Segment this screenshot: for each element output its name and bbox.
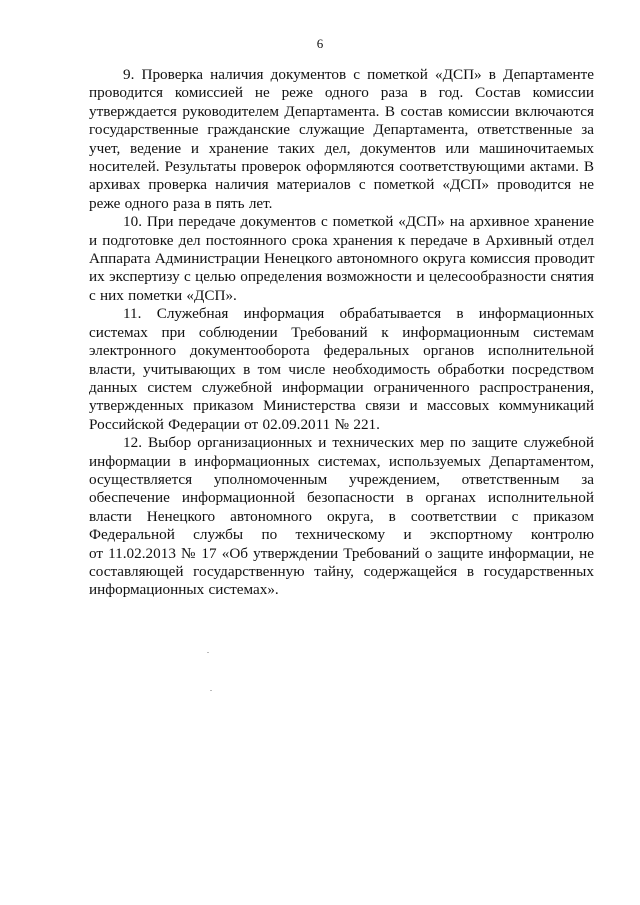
document-body — [89, 66, 594, 600]
paragraph-line: и подготовке дел постоянного срока хранения к передаче в Архивный отдел — [89, 231, 594, 249]
paragraph-line: данных систем служебной информации ограниченного распространения, — [89, 378, 594, 396]
paragraph-line: системах при соблюдении Требований к информационным системам — [89, 323, 594, 341]
paragraph-line: Российской Федерации от 02.09.2011 № 221. — [89, 415, 380, 433]
paragraph-11 — [89, 305, 594, 434]
paragraph-line: утвержденных приказом Министерства связи и массовых коммуникаций — [89, 397, 594, 415]
paragraph-line: 9. Проверка наличия документов с пометкой «ДСП» в Департаменте — [123, 66, 594, 83]
paragraph-line: реже одного раза в пять лет. — [89, 194, 273, 212]
paragraph-line: архивах проверка наличия материалов с пометкой «ДСП» проводится не — [89, 176, 594, 194]
paragraph-line: проводится комиссией не реже одного раза в год. Состав комиссии — [89, 84, 594, 102]
paragraph-line: составляющей государственную тайну, содержащейся в государственных — [89, 562, 594, 580]
paragraph-line: Аппарата Администрации Ненецкого автономного округа комиссия проводит — [89, 250, 595, 268]
paragraph-10 — [89, 213, 594, 305]
paragraph-line: их экспертизу с целью определения возможности и целесообразности снятия — [89, 268, 594, 286]
paragraph-line: информации в информационных системах, используемых Департаментом, — [89, 452, 594, 470]
paragraph-line: 12. Выбор организационных и технических мер по защите служебной — [123, 434, 594, 452]
paragraph-line: осуществляется уполномоченным учреждением, ответственным за — [89, 470, 594, 488]
paragraph-line: 11. Служебная информация обрабатывается в информационных — [123, 305, 594, 323]
paragraph-line: Федеральной службы по техническому и экспортному контролю — [89, 526, 594, 544]
scan-speck — [207, 652, 209, 653]
paragraph-line: с них пометки «ДСП». — [89, 286, 237, 304]
paragraph-line: электронного документооборота федеральных органов исполнительной — [89, 342, 594, 360]
scan-speck — [210, 690, 212, 691]
paragraph-line: государственные гражданские служащие Департамента, ответственные за — [89, 121, 594, 139]
paragraph-line: 10. При передаче документов с пометкой «ДСП» на архивное хранение — [123, 213, 594, 231]
paragraph-line: власти, учитывающих в том числе необходимость обработки посредством — [89, 360, 594, 378]
page-number: 6 — [316, 36, 324, 51]
paragraph-line: информационных системах». — [89, 581, 279, 599]
paragraph-line: утверждается руководителем Департамента. В состав комиссии включаются — [89, 102, 594, 120]
paragraph-line: обеспечение информационной безопасности в органах исполнительной — [89, 489, 594, 507]
paragraph-line: учет, ведение и хранение таких дел, документов или машиночитаемых — [89, 139, 594, 157]
paragraph-12 — [89, 434, 594, 600]
paragraph-9 — [89, 66, 594, 213]
paragraph-line: власти Ненецкого автономного округа, в соответствии с приказом — [89, 507, 594, 525]
paragraph-line: от 11.02.2013 № 17 «Об утверждении Требований о защите информации, не — [89, 544, 594, 562]
paragraph-line: носителей. Результаты проверок оформляются соответствующими актами. В — [89, 158, 594, 176]
